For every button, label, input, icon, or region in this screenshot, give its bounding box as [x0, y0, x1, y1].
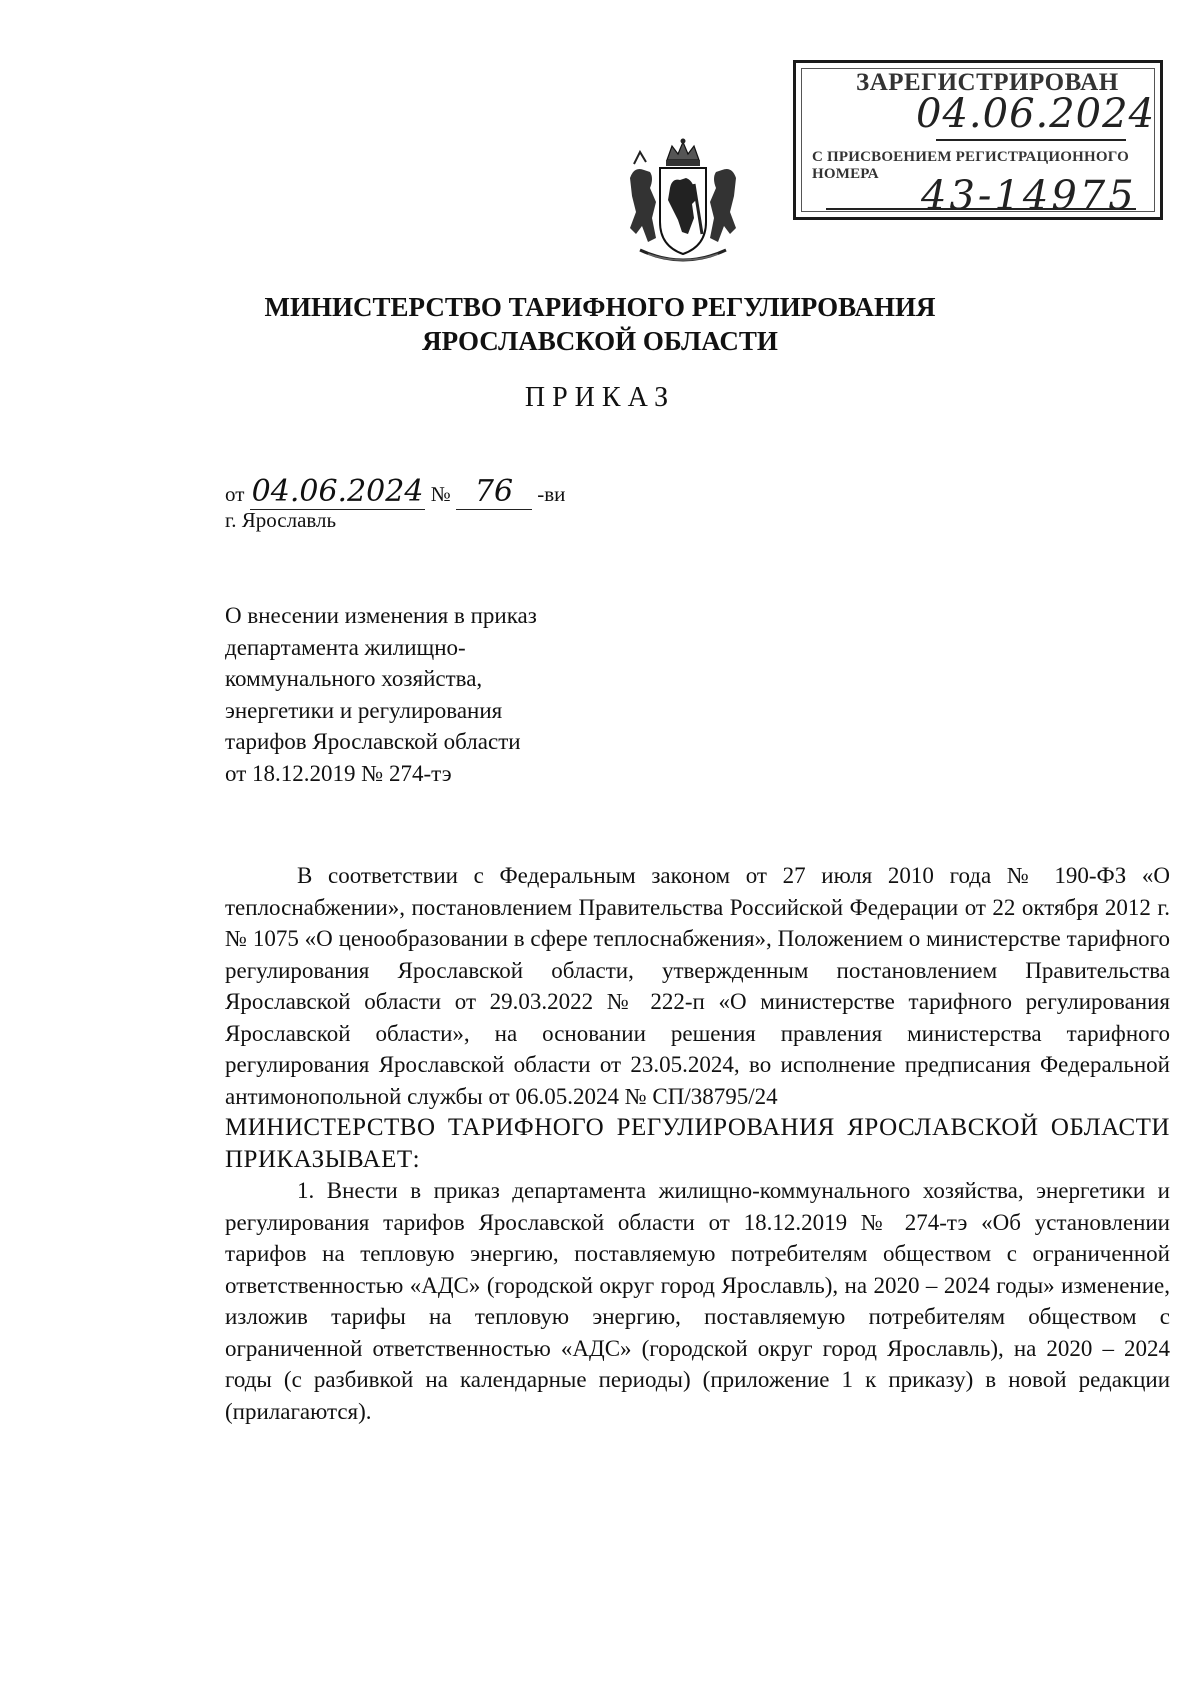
subject-line: энергетики и регулирования	[225, 697, 503, 723]
order-suffix: -ви	[537, 482, 566, 506]
order-date-number-line	[225, 475, 565, 510]
subject-line: коммунального хозяйства,	[225, 666, 483, 691]
order-body	[225, 860, 1170, 1427]
subject-line: от 18.12.2019 № 274-тэ	[225, 760, 452, 786]
item-1-paragraph: 1. Внести в приказ департамента жилищно-коммунального хозяйства, энергетики и регулирования тарифов Ярославской области от 18.12.2019 № 274-тэ «Об установлении тарифов на тепловую энергию, поставляемую потребителям обществом с ограниченной ответственностью «АДС» (городской округ город Ярославль), на 2020 – 2024 годы» изменение, изложив тарифы на тепловую энергию, поставляемую потребителям обществом с ограниченной ответственностью «АДС» (городской округ город Ярославль), на 2020 – 2024 годы (с разбивкой на календарные периоды) (приложение 1 к приказу) в новой редакции (прилагаются).	[225, 1178, 1170, 1424]
stamp-divider	[936, 139, 1126, 141]
order-subject	[225, 600, 645, 789]
number-sign: №	[430, 482, 451, 506]
stamp-underline	[826, 208, 1136, 210]
stamp-date: 04.06.2024	[916, 91, 1156, 137]
stamp-title: ЗАРЕГИСТРИРОВАН	[856, 69, 1119, 96]
coat-of-arms-icon	[620, 138, 746, 270]
order-number: 76	[456, 475, 532, 510]
city: г. Ярославль	[225, 508, 337, 532]
from-label: от	[225, 482, 245, 506]
ministry-line-2: ЯРОСЛАВСКОЙ ОБЛАСТИ	[422, 326, 778, 356]
ministry-line-1: МИНИСТЕРСТВО ТАРИФНОГО РЕГУЛИРОВАНИЯ	[264, 292, 936, 322]
preamble-paragraph: В соответствии с Федеральным законом от 27 июля 2010 года № 190-ФЗ «О теплоснабжении», постановлением Правительства Российской Федерации от 22 октября 2012 г. № 1075 «О ценообразовании в сфере теплоснабжения», Положением о министерстве тарифного регулирования Ярославской области, утвержденным постановлением Правительства Ярославской области от 29.03.2022 № 222-п «О министерстве тарифного регулирования Ярославской области», на основании решения правления министерства тарифного регулирования Ярославской области от 23.05.2024, во исполнение предписания Федеральной антимонопольной службы от 06.05.2024 № СП/38795/24	[225, 863, 1170, 1109]
registration-stamp	[793, 60, 1163, 220]
orders-statement: МИНИСТЕРСТВО ТАРИФНОГО РЕГУЛИРОВАНИЯ ЯРОСЛАВСКОЙ ОБЛАСТИ ПРИКАЗЫВАЕТ:	[225, 1114, 1170, 1173]
subject-line: департамента жилищно-	[225, 634, 466, 660]
ministry-name	[0, 290, 1200, 358]
order-date: 04.06.2024	[251, 474, 424, 509]
stamp-registration-number: 43-14975	[921, 173, 1137, 219]
subject-line: О внесении изменения в приказ	[225, 603, 537, 628]
subject-line: тарифов Ярославской области	[225, 729, 521, 754]
document-type: ПРИКАЗ	[524, 382, 676, 413]
stamp-caption: С ПРИСВОЕНИЕМ РЕГИСТРАЦИОННОГО НОМЕРА	[812, 149, 1129, 182]
